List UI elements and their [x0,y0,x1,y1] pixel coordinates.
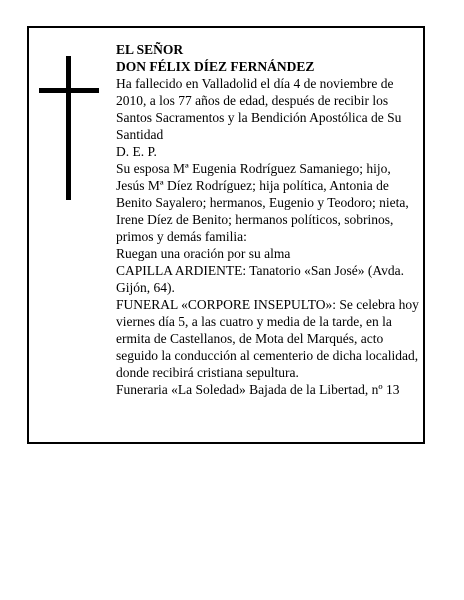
notice-text [116,41,419,398]
notice-prayer-request: Ruegan una oración por su alma [116,246,291,261]
cross-vertical-bar [66,56,71,200]
obituary-notice [27,26,425,444]
notice-chapel: CAPILLA ARDIENTE: Tanatorio «San José» (Avda. Gijón, 64). [116,263,405,295]
notice-death-statement: Ha fallecido en Valladolid el día 4 de noviembre de 2010, a los 77 años de edad, después de recibir los Santos Sacramentos y la Bendición Apostólica de Su Santidad [116,76,402,142]
cross-icon [39,56,99,200]
cross-horizontal-bar [39,88,99,93]
notice-family: Su esposa Mª Eugenia Rodríguez Samaniego; hijo, Jesús Mª Díez Rodríguez; hija política, Antonia de Benito Sayalero; hermanos, Eugenio y Teodoro; nieta, Irene Díez de Benito; hermanos políticos, sobrinos, primos y demás familia: [116,161,409,244]
notice-funeral-home: Funeraria «La Soledad» Bajada de la Libertad, nº 13 [116,382,400,397]
notice-funeral: FUNERAL «CORPORE INSEPULTO»: Se celebra hoy viernes día 5, a las cuatro y media de la tarde, en la ermita de Castellanos, de Mota del Marqués, acto seguido la conducción al cementerio de dicha localidad, donde recibirá cristiana sepultura. [116,297,419,380]
notice-title-line1: EL SEÑOR [116,42,184,57]
notice-title-name: DON FÉLIX DÍEZ FERNÁNDEZ [116,59,315,74]
notice-rip: D. E. P. [116,144,157,159]
